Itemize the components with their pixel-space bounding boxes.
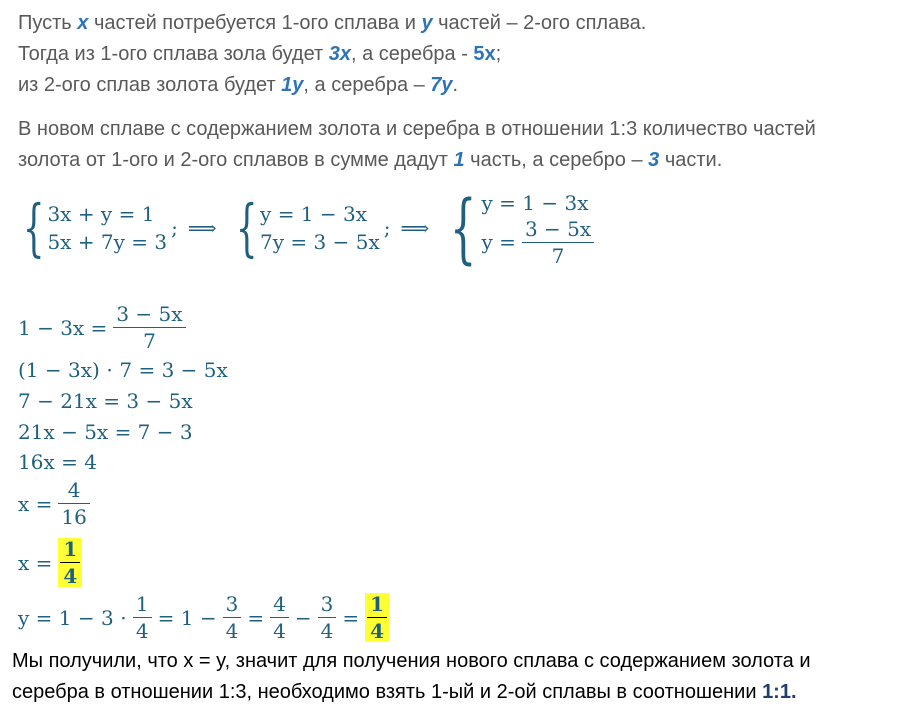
highlighted-answer-y bbox=[365, 593, 389, 642]
intro-line-2 bbox=[18, 43, 501, 65]
separator: ; bbox=[171, 216, 178, 240]
text: из 2-ого сплав золота будет bbox=[18, 74, 282, 96]
numerator: 3 − 5x bbox=[116, 302, 183, 326]
text: части. bbox=[659, 149, 723, 171]
text: x = bbox=[18, 491, 53, 516]
step-7 bbox=[18, 538, 84, 587]
text: − bbox=[294, 605, 312, 630]
numerator: 3 bbox=[225, 592, 239, 616]
value-3x: 3x bbox=[328, 43, 351, 65]
system-1-eq-1: 3x + y = 1 bbox=[47, 202, 155, 226]
system-1-eq-2: 5x + 7y = 3 bbox=[47, 230, 168, 254]
left-brace: { bbox=[450, 183, 477, 272]
equation-systems bbox=[14, 183, 596, 272]
intro-paragraph bbox=[18, 8, 646, 101]
denominator: 7 bbox=[522, 242, 594, 266]
text: Пусть bbox=[18, 12, 78, 34]
left-brace: { bbox=[22, 191, 45, 264]
numerator: 1 bbox=[370, 592, 385, 616]
denominator: 4 bbox=[133, 617, 152, 641]
intro-line-1 bbox=[18, 12, 646, 34]
var-x: x bbox=[77, 12, 89, 34]
step-1 bbox=[18, 304, 188, 351]
value-5x: 5x bbox=[473, 43, 496, 65]
conclusion-line-2 bbox=[12, 681, 797, 703]
text: 1 − 3x = bbox=[18, 315, 108, 340]
text: Тогда из 1-ого сплава зола будет bbox=[18, 43, 329, 65]
step-2: (1 − 3x) ⋅ 7 = 3 − 5x bbox=[18, 358, 228, 382]
text: частей – 2-ого сплава. bbox=[432, 12, 647, 34]
text: часть, а серебро – bbox=[464, 149, 649, 171]
fraction bbox=[113, 304, 185, 351]
text: y = bbox=[481, 230, 516, 254]
denominator: 4 bbox=[223, 617, 242, 641]
conclusion-line-1: Мы получили, что x = y, значит для получения нового сплава с содержанием золота и bbox=[12, 650, 811, 672]
step-3: 7 − 21x = 3 − 5x bbox=[18, 389, 193, 413]
ratio-line-2 bbox=[18, 149, 722, 171]
var-y: y bbox=[421, 12, 433, 34]
numerator: 3 bbox=[320, 592, 334, 616]
denominator: 4 bbox=[318, 617, 337, 641]
numerator: 1 bbox=[63, 537, 78, 561]
conclusion-paragraph bbox=[12, 646, 811, 708]
text: золота от 1-ого и 2-ого сплавов в сумме дадут bbox=[18, 149, 454, 171]
fraction bbox=[270, 594, 289, 641]
denominator: 16 bbox=[58, 503, 89, 527]
text: x = bbox=[18, 550, 53, 575]
system-3-eq-2 bbox=[481, 216, 597, 268]
answer-ratio: 1:1. bbox=[762, 681, 797, 703]
denominator: 7 bbox=[113, 327, 185, 351]
text: = 1 − bbox=[157, 605, 217, 630]
step-6 bbox=[18, 480, 92, 527]
text: = bbox=[342, 605, 360, 630]
number-1: 1 bbox=[453, 149, 465, 171]
number-3: 3 bbox=[648, 149, 660, 171]
system-1 bbox=[14, 191, 168, 264]
implies-arrow: ⟹ bbox=[187, 216, 217, 240]
highlighted-answer-x bbox=[58, 538, 82, 587]
value-7y: 7y bbox=[430, 74, 453, 96]
text: , а серебра – bbox=[303, 74, 431, 96]
fraction bbox=[58, 480, 89, 527]
fraction bbox=[223, 594, 242, 641]
text: частей потребуется 1-ого сплава и bbox=[88, 12, 422, 34]
system-2 bbox=[227, 191, 380, 264]
system-3-eq-1: y = 1 − 3x bbox=[481, 190, 589, 215]
ratio-line-1: В новом сплаве с содержанием золота и серебра в отношении 1:3 количество частей bbox=[18, 118, 816, 140]
text: , а серебра - bbox=[351, 43, 474, 65]
text: = bbox=[247, 605, 265, 630]
text: . bbox=[452, 74, 459, 96]
denominator: 4 bbox=[367, 617, 387, 641]
step-8 bbox=[18, 593, 391, 642]
step-4: 21x − 5x = 7 − 3 bbox=[18, 420, 193, 444]
fraction bbox=[133, 594, 152, 641]
denominator: 4 bbox=[60, 562, 80, 586]
system-2-eq-2: 7y = 3 − 5x bbox=[260, 230, 380, 254]
text: y = 1 − 3 ⋅ bbox=[18, 605, 127, 630]
numerator: 3 − 5x bbox=[524, 216, 592, 241]
system-2-eq-1: y = 1 − 3x bbox=[260, 202, 368, 226]
fraction bbox=[318, 594, 337, 641]
system-3 bbox=[439, 183, 596, 272]
value-1y: 1y bbox=[281, 74, 304, 96]
numerator: 1 bbox=[135, 592, 149, 616]
text: серебра в отношении 1:3, необходимо взять 1-ый и 2-ой сплавы в соотношении bbox=[12, 681, 763, 703]
step-5: 16x = 4 bbox=[18, 450, 97, 474]
intro-line-3 bbox=[18, 74, 458, 96]
fraction bbox=[522, 216, 594, 268]
denominator: 4 bbox=[270, 617, 289, 641]
numerator: 4 bbox=[273, 592, 286, 616]
numerator: 4 bbox=[67, 478, 81, 502]
text: ; bbox=[495, 43, 502, 65]
ratio-paragraph bbox=[18, 114, 816, 176]
implies-arrow: ⟹ bbox=[400, 216, 430, 240]
left-brace: { bbox=[235, 191, 258, 264]
separator: ; bbox=[383, 216, 391, 240]
